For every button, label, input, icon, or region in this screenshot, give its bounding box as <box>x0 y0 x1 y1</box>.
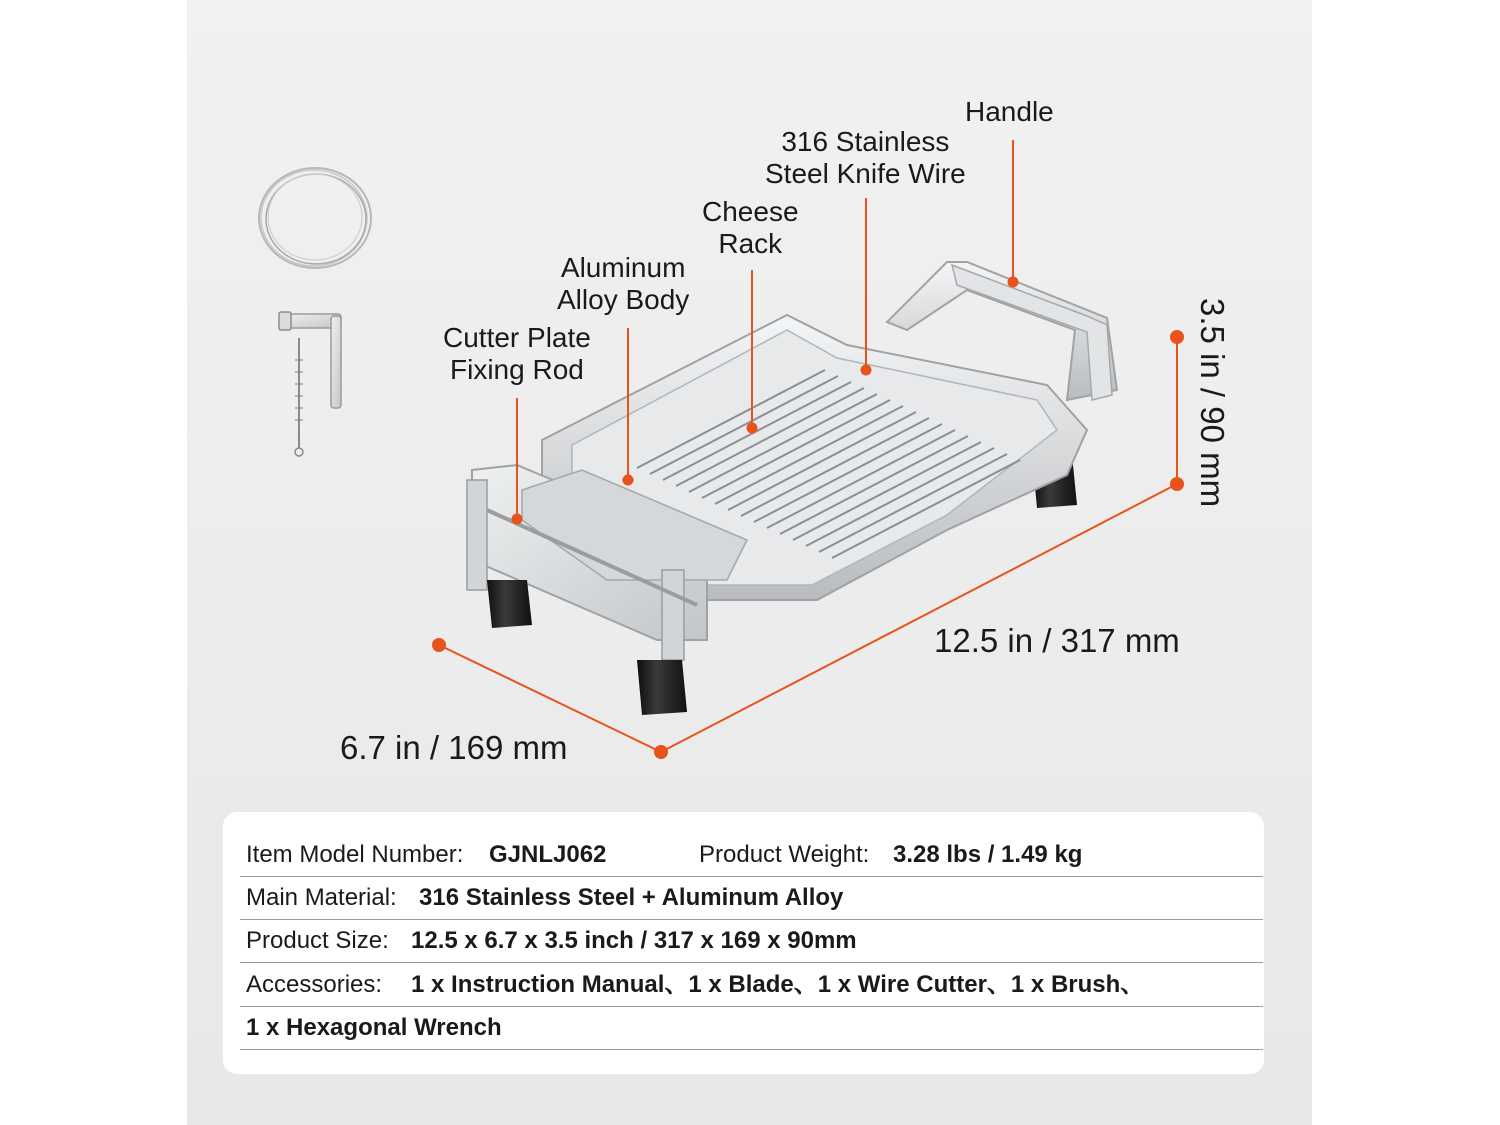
spec-table <box>223 812 1264 1074</box>
hex-wrench-icon <box>279 312 341 408</box>
accessories-value-2: 1 x Hexagonal Wrench <box>246 1014 502 1041</box>
accessories-label: Accessories: <box>246 971 383 998</box>
callout-body-line1: Aluminum <box>560 252 686 283</box>
callout-fixing-rod-line1: Cutter Plate <box>443 322 591 353</box>
dimension-height: 3.5 in / 90 mm <box>1194 298 1231 508</box>
callout-body-line2: Alloy Body <box>557 284 690 315</box>
callout-knife-wire-line2: Steel Knife Wire <box>765 158 966 189</box>
product-panel <box>187 0 1312 1125</box>
weight-value: 3.28 lbs / 1.49 kg <box>893 841 1083 868</box>
spec-row-size <box>240 920 1263 963</box>
spec-row-accessories-cont <box>240 1007 1263 1050</box>
callout-cheese-rack-line2: Rack <box>718 228 783 259</box>
size-value: 12.5 x 6.7 x 3.5 inch / 317 x 169 x 90mm <box>411 927 857 954</box>
callout-cheese-rack-line1: Cheese <box>702 196 799 227</box>
size-label: Product Size: <box>246 927 389 954</box>
callout-fixing-rod-line2: Fixing Rod <box>450 354 584 385</box>
spec-row-accessories <box>240 964 1263 1007</box>
callout-knife-wire <box>765 126 966 190</box>
dimension-width: 6.7 in / 169 mm <box>340 729 568 766</box>
brush-icon <box>295 338 303 456</box>
model-value: GJNLJ062 <box>489 841 607 868</box>
callout-handle: Handle <box>965 96 1054 127</box>
dimension-length: 12.5 in / 317 mm <box>934 622 1180 659</box>
callout-fixing-rod <box>443 322 591 386</box>
accessories-value-1: 1 x Instruction Manual、1 x Blade、1 x Wire Cutter、1 x Brush、 <box>411 971 1145 998</box>
product-illustration <box>187 0 1312 800</box>
weight-label: Product Weight: <box>699 841 870 868</box>
callout-body <box>557 252 689 316</box>
callout-cheese-rack <box>702 196 799 260</box>
spec-row-material <box>240 877 1263 920</box>
material-value: 316 Stainless Steel + Aluminum Alloy <box>419 884 844 911</box>
material-label: Main Material: <box>246 884 397 911</box>
callout-knife-wire-line1: 316 Stainless <box>781 126 950 157</box>
wire-coil-icon <box>259 168 371 268</box>
spec-row-model <box>240 834 1263 877</box>
model-label: Item Model Number: <box>246 841 464 868</box>
